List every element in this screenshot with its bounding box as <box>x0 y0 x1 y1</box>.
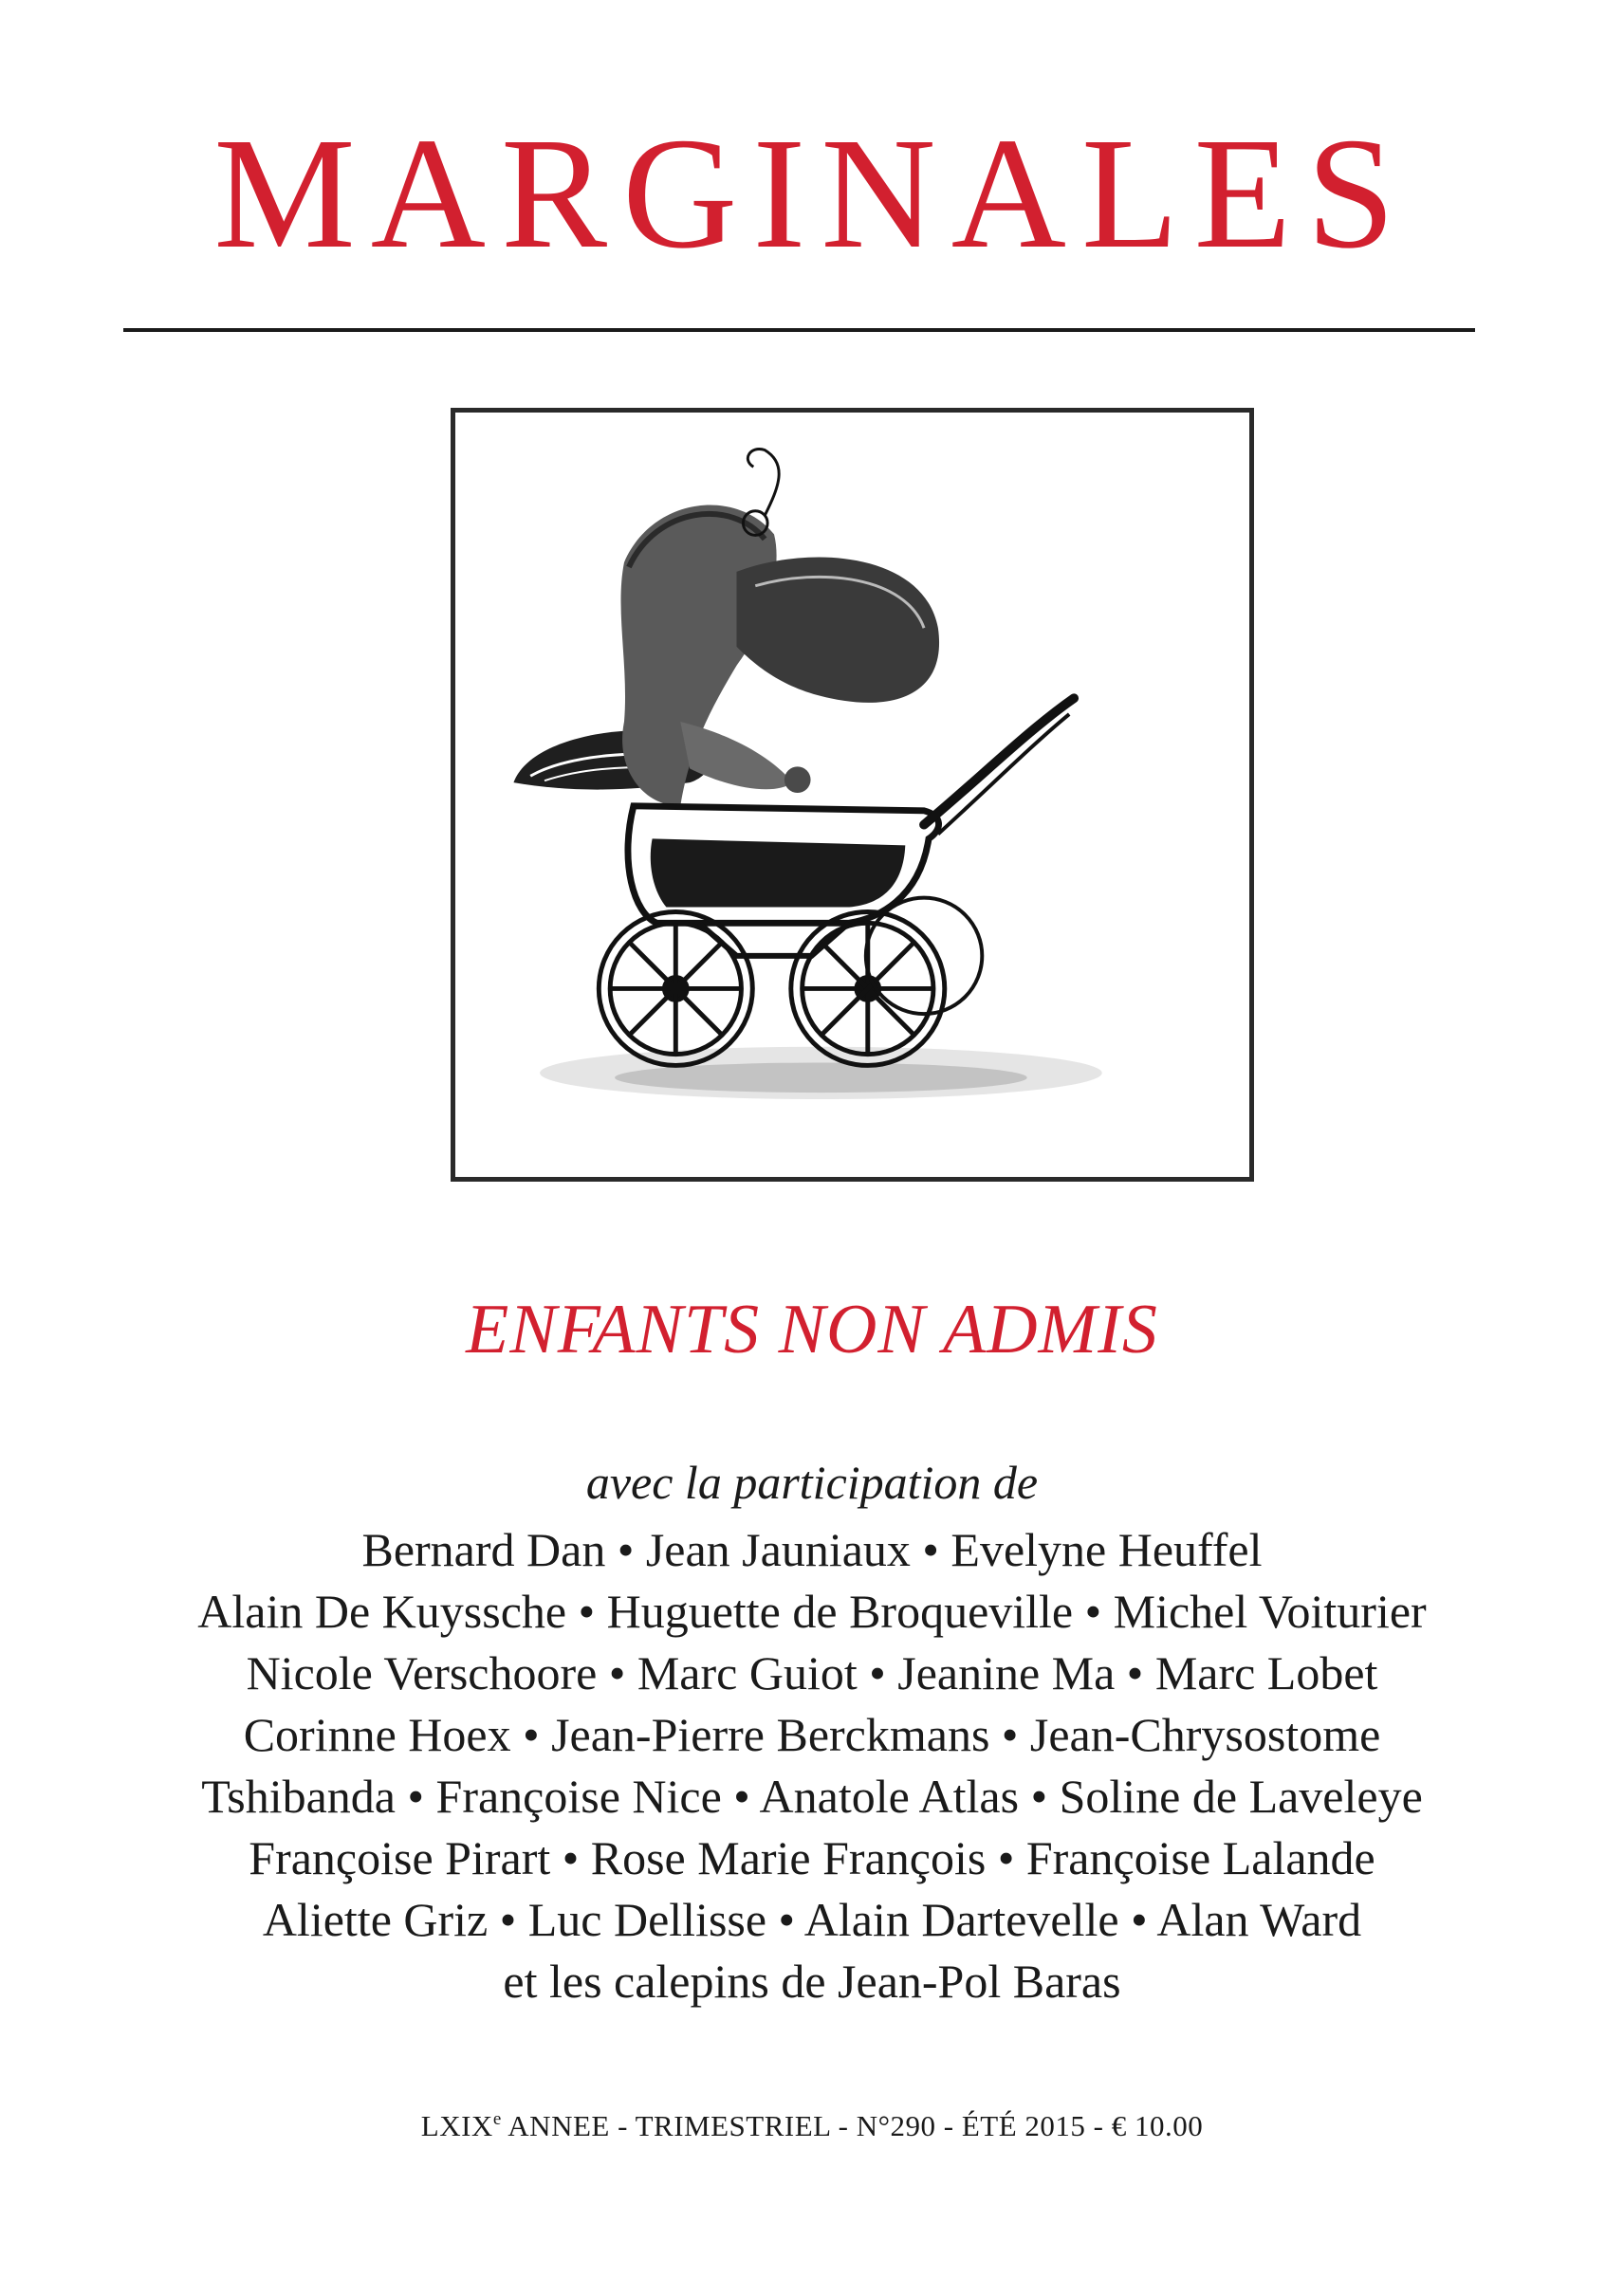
contributors-list <box>0 1519 1624 2012</box>
contributors-heading: avec la participation de <box>585 1456 1039 1509</box>
year-suffix: e <box>492 2109 502 2129</box>
pram-figure-drawing <box>455 413 1249 1177</box>
title-rule <box>123 328 1475 332</box>
contributor-line: Nicole Verschoore • Marc Guiot • Jeanine Ma • Marc Lobet <box>246 1646 1378 1699</box>
magazine-title: MARGINALES <box>213 105 1411 282</box>
cover-illustration <box>451 408 1254 1182</box>
contributor-line: Alain De Kuyssche • Huguette de Broqueville • Michel Voiturier <box>197 1585 1427 1638</box>
contributor-line: Bernard Dan • Jean Jauniaux • Evelyne Heuffel <box>361 1523 1263 1576</box>
contributor-line: Aliette Griz • Luc Dellisse • Alain Dartevelle • Alan Ward <box>262 1893 1362 1946</box>
contributor-line: Françoise Pirart • Rose Marie François • Françoise Lalande <box>249 1831 1375 1884</box>
contributor-line: et les calepins de Jean-Pol Baras <box>503 1955 1121 2008</box>
contributor-line: Corinne Hoex • Jean-Pierre Berckmans • Jean-Chrysostome <box>243 1708 1381 1761</box>
issue-title: ENFANTS NON ADMIS <box>466 1291 1158 1368</box>
issue-footer <box>0 2110 1624 2140</box>
contributor-line: Tshibanda • Françoise Nice • Anatole Atlas • Soline de Laveleye <box>201 1770 1423 1823</box>
issue-details: ANNEE - TRIMESTRIEL - N°290 - ÉTÉ 2015 - € 10.00 <box>501 2109 1204 2142</box>
year-numeral: LXIX <box>420 2109 493 2142</box>
